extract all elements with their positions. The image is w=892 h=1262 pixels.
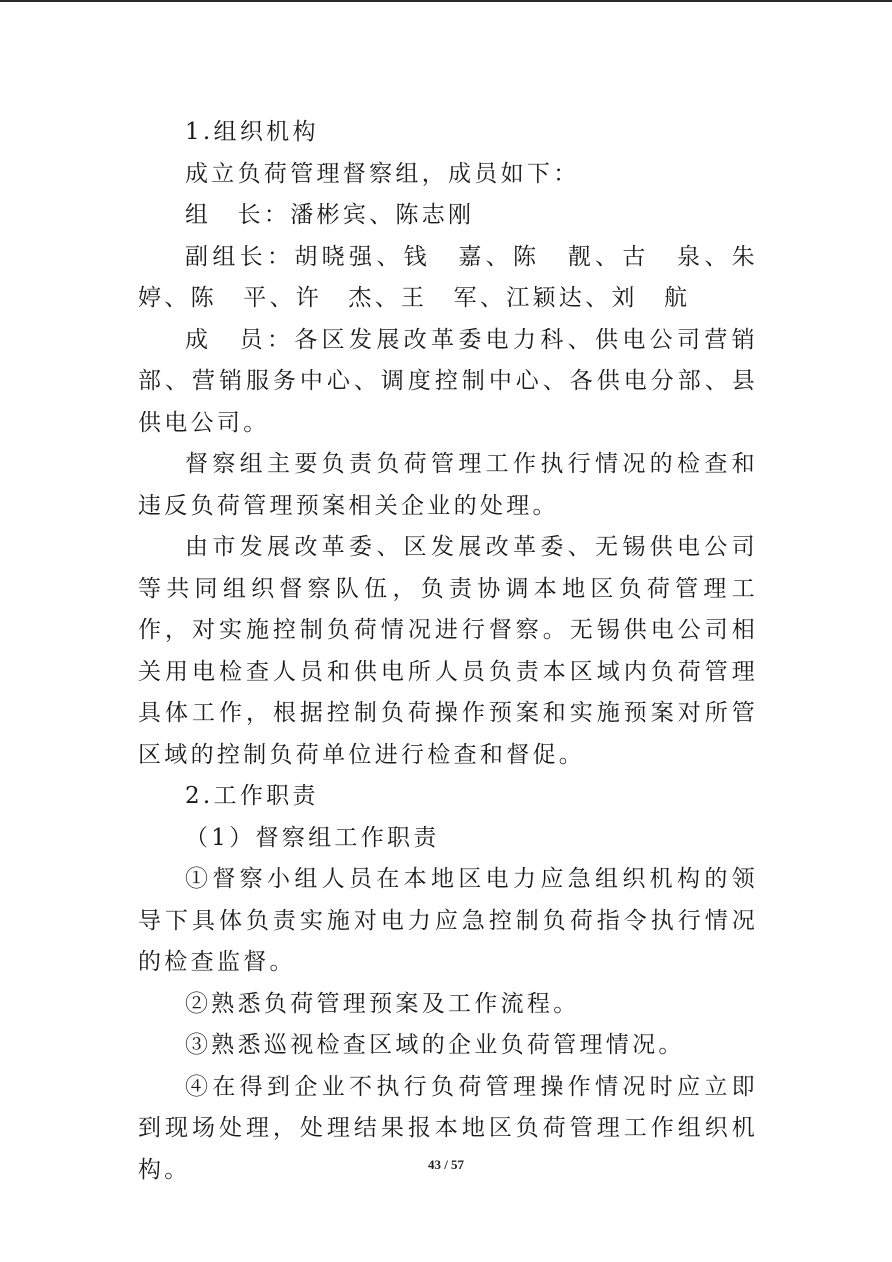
subsection-heading-group-duties: （1）督察组工作职责 — [185, 824, 440, 851]
list-item-duty-2: ②熟悉负荷管理预案及工作流程。 — [185, 990, 580, 1017]
paragraph-group-responsibility: 督察组主要负责负荷管理工作执行情况的检查和违反负荷管理预案相关企业的处理。 — [138, 451, 758, 519]
paragraph-group-intro: 成立负荷管理督察组，成员如下： — [185, 160, 580, 187]
paragraph-supervision-team: 由市发展改革委、区发展改革委、无锡供电公司等共同组织督察队伍，负责协调本地区负荷管理工作，对实施控制负荷情况进行督察。无锡供电公司相关用电检查人员和供电所人员负责本区域内负荷管理具体工作，根据控制负荷操作预案和实施预案对所管区域的控制负荷单位进行检查和督促。 — [138, 534, 758, 768]
list-item-duty-1: ①督察小组人员在本地区电力应急组织机构的领导下具体负责实施对电力应急控制负荷指令执行情况的检查监督。 — [138, 866, 758, 975]
section-heading-duties: 2.工作职责 — [185, 783, 319, 809]
section-heading-organization: 1.组织机构 — [185, 119, 319, 145]
paragraph-group-leaders: 组 长：潘彬宾、陈志刚 — [185, 202, 475, 228]
list-item-duty-4: ④在得到企业不执行负荷管理操作情况时应立即到现场处理，处理结果报本地区负荷管理工作组织机构。 — [138, 1073, 758, 1183]
document-body — [138, 112, 785, 1191]
list-item-duty-3: ③熟悉巡视检查区域的企业负荷管理情况。 — [185, 1032, 685, 1058]
page-number: 43 / 57 — [427, 1157, 465, 1172]
paragraph-members: 成 员：各区发展改革委电力科、供电公司营销部、营销服务中心、调度控制中心、各供电分部、县供电公司。 — [138, 326, 758, 436]
top-border-line — [0, 0, 892, 2]
paragraph-deputy-leaders: 副组长：胡晓强、钱 嘉、陈 靓、古 泉、朱 婷、陈 平、许 杰、王 军、江颖达、刘 航 — [138, 243, 785, 311]
